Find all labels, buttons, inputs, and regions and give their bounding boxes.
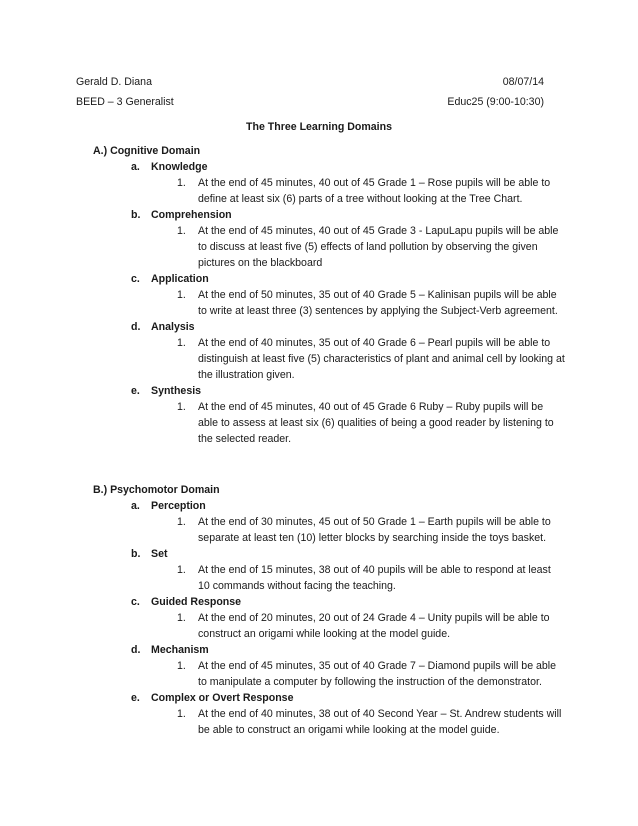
subheading-application bbox=[131, 271, 209, 287]
objective-item bbox=[177, 287, 565, 319]
subheading-letter: b. bbox=[131, 548, 141, 560]
domain-heading-cognitive: A.) Cognitive Domain bbox=[93, 145, 201, 157]
subheading-comprehension bbox=[131, 207, 232, 223]
subheading-letter: a. bbox=[131, 161, 140, 173]
subheading-label: Application bbox=[151, 273, 209, 285]
objective-item bbox=[177, 706, 565, 738]
subheading-complex-overt-response bbox=[131, 690, 293, 706]
subheading-label: Mechanism bbox=[151, 644, 209, 656]
document-date: 08/07/14 bbox=[502, 76, 544, 88]
objective-text: At the end of 30 minutes, 45 out of 50 Grade 1 – Earth pupils will be able to separate at least ten (10) letter blocks by searching inside the toys basket. bbox=[198, 516, 551, 544]
objective-item bbox=[177, 562, 565, 594]
subheading-label: Knowledge bbox=[151, 161, 208, 173]
objective-item bbox=[177, 610, 565, 642]
objective-text: At the end of 45 minutes, 40 out of 45 Grade 3 - LapuLapu pupils will be able to discuss at least five (5) effects of land pollution by observing the given pictures on the blackboard bbox=[198, 225, 559, 269]
objective-number: 1. bbox=[177, 337, 186, 349]
author-name: Gerald D. Diana bbox=[76, 76, 152, 88]
objective-text: At the end of 45 minutes, 40 out of 45 Grade 6 Ruby – Ruby pupils will be able to assess at least six (6) qualities of being a good reader by listening to the selected reader. bbox=[198, 401, 554, 445]
objective-text: At the end of 15 minutes, 38 out of 40 pupils will be able to respond at least 10 commands without facing the teaching. bbox=[198, 564, 551, 592]
objective-number: 1. bbox=[177, 612, 186, 624]
objective-text: At the end of 50 minutes, 35 out of 40 Grade 5 – Kalinisan pupils will be able to write at least three (3) sentences by applying the Subject-Verb agreement. bbox=[198, 289, 558, 317]
objective-item bbox=[177, 175, 565, 207]
subheading-label: Complex or Overt Response bbox=[151, 692, 294, 704]
subheading-letter: d. bbox=[131, 321, 141, 333]
subheading-letter: d. bbox=[131, 644, 141, 656]
objective-number: 1. bbox=[177, 177, 186, 189]
subheading-label: Perception bbox=[151, 500, 206, 512]
objective-text: At the end of 40 minutes, 35 out of 40 Grade 6 – Pearl pupils will be able to distinguish at least five (5) characteristics of plant and animal cell by looking at the illustration given. bbox=[198, 337, 565, 381]
objective-item bbox=[177, 658, 565, 690]
objective-text: At the end of 45 minutes, 35 out of 40 Grade 7 – Diamond pupils will be able to manipulate a computer by following the instruction of the demonstrator. bbox=[198, 660, 557, 688]
subheading-label: Analysis bbox=[151, 321, 195, 333]
subheading-label: Synthesis bbox=[151, 385, 202, 397]
subheading-letter: e. bbox=[131, 692, 140, 704]
objective-number: 1. bbox=[177, 289, 186, 301]
subheading-perception bbox=[131, 498, 206, 514]
objective-text: At the end of 20 minutes, 20 out of 24 Grade 4 – Unity pupils will be able to construct an origami while looking at the model guide. bbox=[198, 612, 550, 640]
subheading-letter: e. bbox=[131, 385, 140, 397]
subheading-label: Guided Response bbox=[151, 596, 242, 608]
objective-number: 1. bbox=[177, 225, 186, 237]
subheading-guided-response bbox=[131, 594, 241, 610]
subheading-set bbox=[131, 546, 168, 562]
objective-number: 1. bbox=[177, 564, 186, 576]
subheading-letter: c. bbox=[131, 273, 140, 285]
objective-number: 1. bbox=[177, 708, 186, 720]
objective-number: 1. bbox=[177, 516, 186, 528]
objective-item bbox=[177, 514, 565, 546]
subheading-letter: a. bbox=[131, 500, 140, 512]
subheading-mechanism bbox=[131, 642, 209, 658]
objective-item bbox=[177, 223, 565, 271]
objective-item bbox=[177, 399, 565, 447]
course-label: Educ25 (9:00-10:30) bbox=[447, 96, 544, 108]
subheading-letter: c. bbox=[131, 596, 140, 608]
subheading-knowledge bbox=[131, 159, 208, 175]
subheading-synthesis bbox=[131, 383, 201, 399]
objective-text: At the end of 40 minutes, 38 out of 40 Second Year – St. Andrew students will be able to construct an origami while looking at the model guide. bbox=[198, 708, 562, 736]
subheading-label: Comprehension bbox=[151, 209, 232, 221]
program-label: BEED – 3 Generalist bbox=[76, 96, 174, 108]
subheading-label: Set bbox=[151, 548, 168, 560]
subheading-analysis bbox=[131, 319, 195, 335]
objective-number: 1. bbox=[177, 401, 186, 413]
objective-item bbox=[177, 335, 565, 383]
objective-number: 1. bbox=[177, 660, 186, 672]
document-title: The Three Learning Domains bbox=[246, 121, 392, 133]
objective-text: At the end of 45 minutes, 40 out of 45 Grade 1 – Rose pupils will be able to define at least six (6) parts of a tree without looking at the Tree Chart. bbox=[198, 177, 551, 205]
subheading-letter: b. bbox=[131, 209, 141, 221]
domain-heading-psychomotor: B.) Psychomotor Domain bbox=[93, 484, 220, 496]
